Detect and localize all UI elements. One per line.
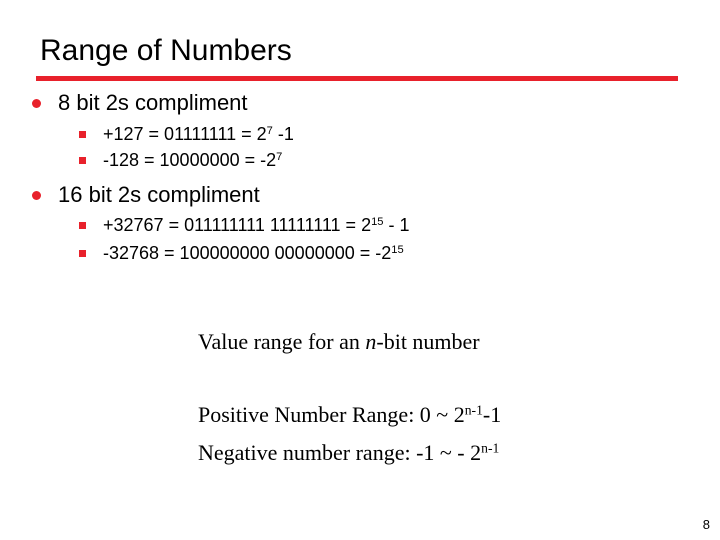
subbullet-text: +32767 = 011111111 $11111111 = 2^{15} - 1$ bbox=[103, 215, 410, 235]
positive-range-line: Positive Number Range: 0 ~ 2$^{n-1}$-1 bbox=[198, 402, 502, 427]
subbullet-16bit-positive bbox=[79, 216, 410, 234]
subbullet-text: $+127 = 01111111 = 2^7$ -1 bbox=[103, 124, 294, 144]
subbullet-8bit-positive bbox=[79, 125, 294, 143]
red-dot-icon bbox=[32, 191, 41, 200]
red-square-icon bbox=[79, 157, 86, 164]
red-dot-icon bbox=[32, 99, 41, 108]
bullet-text: 16 bit 2s compliment bbox=[58, 182, 260, 207]
red-square-icon bbox=[79, 222, 86, 229]
title-underline bbox=[36, 76, 678, 81]
bullet-8bit-heading bbox=[30, 92, 248, 114]
negative-range-line: Negative number range: -1 ~ - 2$^{n-1}$ bbox=[198, 440, 500, 465]
slide-title: Range of Numbers bbox=[40, 34, 292, 67]
subbullet-8bit-negative bbox=[79, 151, 282, 169]
subbullet-text: $-128 = 10000000 = -2^7$ bbox=[103, 150, 283, 170]
red-square-icon bbox=[79, 250, 86, 257]
subbullet-16bit-negative bbox=[79, 244, 404, 262]
red-square-icon bbox=[79, 131, 86, 138]
bullet-text: 8 bit 2s compliment bbox=[58, 90, 248, 115]
page-number: 8 bbox=[702, 517, 710, 532]
value-range-caption: Value range for an n-bit number bbox=[198, 329, 480, 354]
bullet-16bit-heading bbox=[30, 184, 260, 206]
subbullet-text: -32768 = 100000000 $00000000 = -2^{15}$ bbox=[103, 243, 404, 263]
